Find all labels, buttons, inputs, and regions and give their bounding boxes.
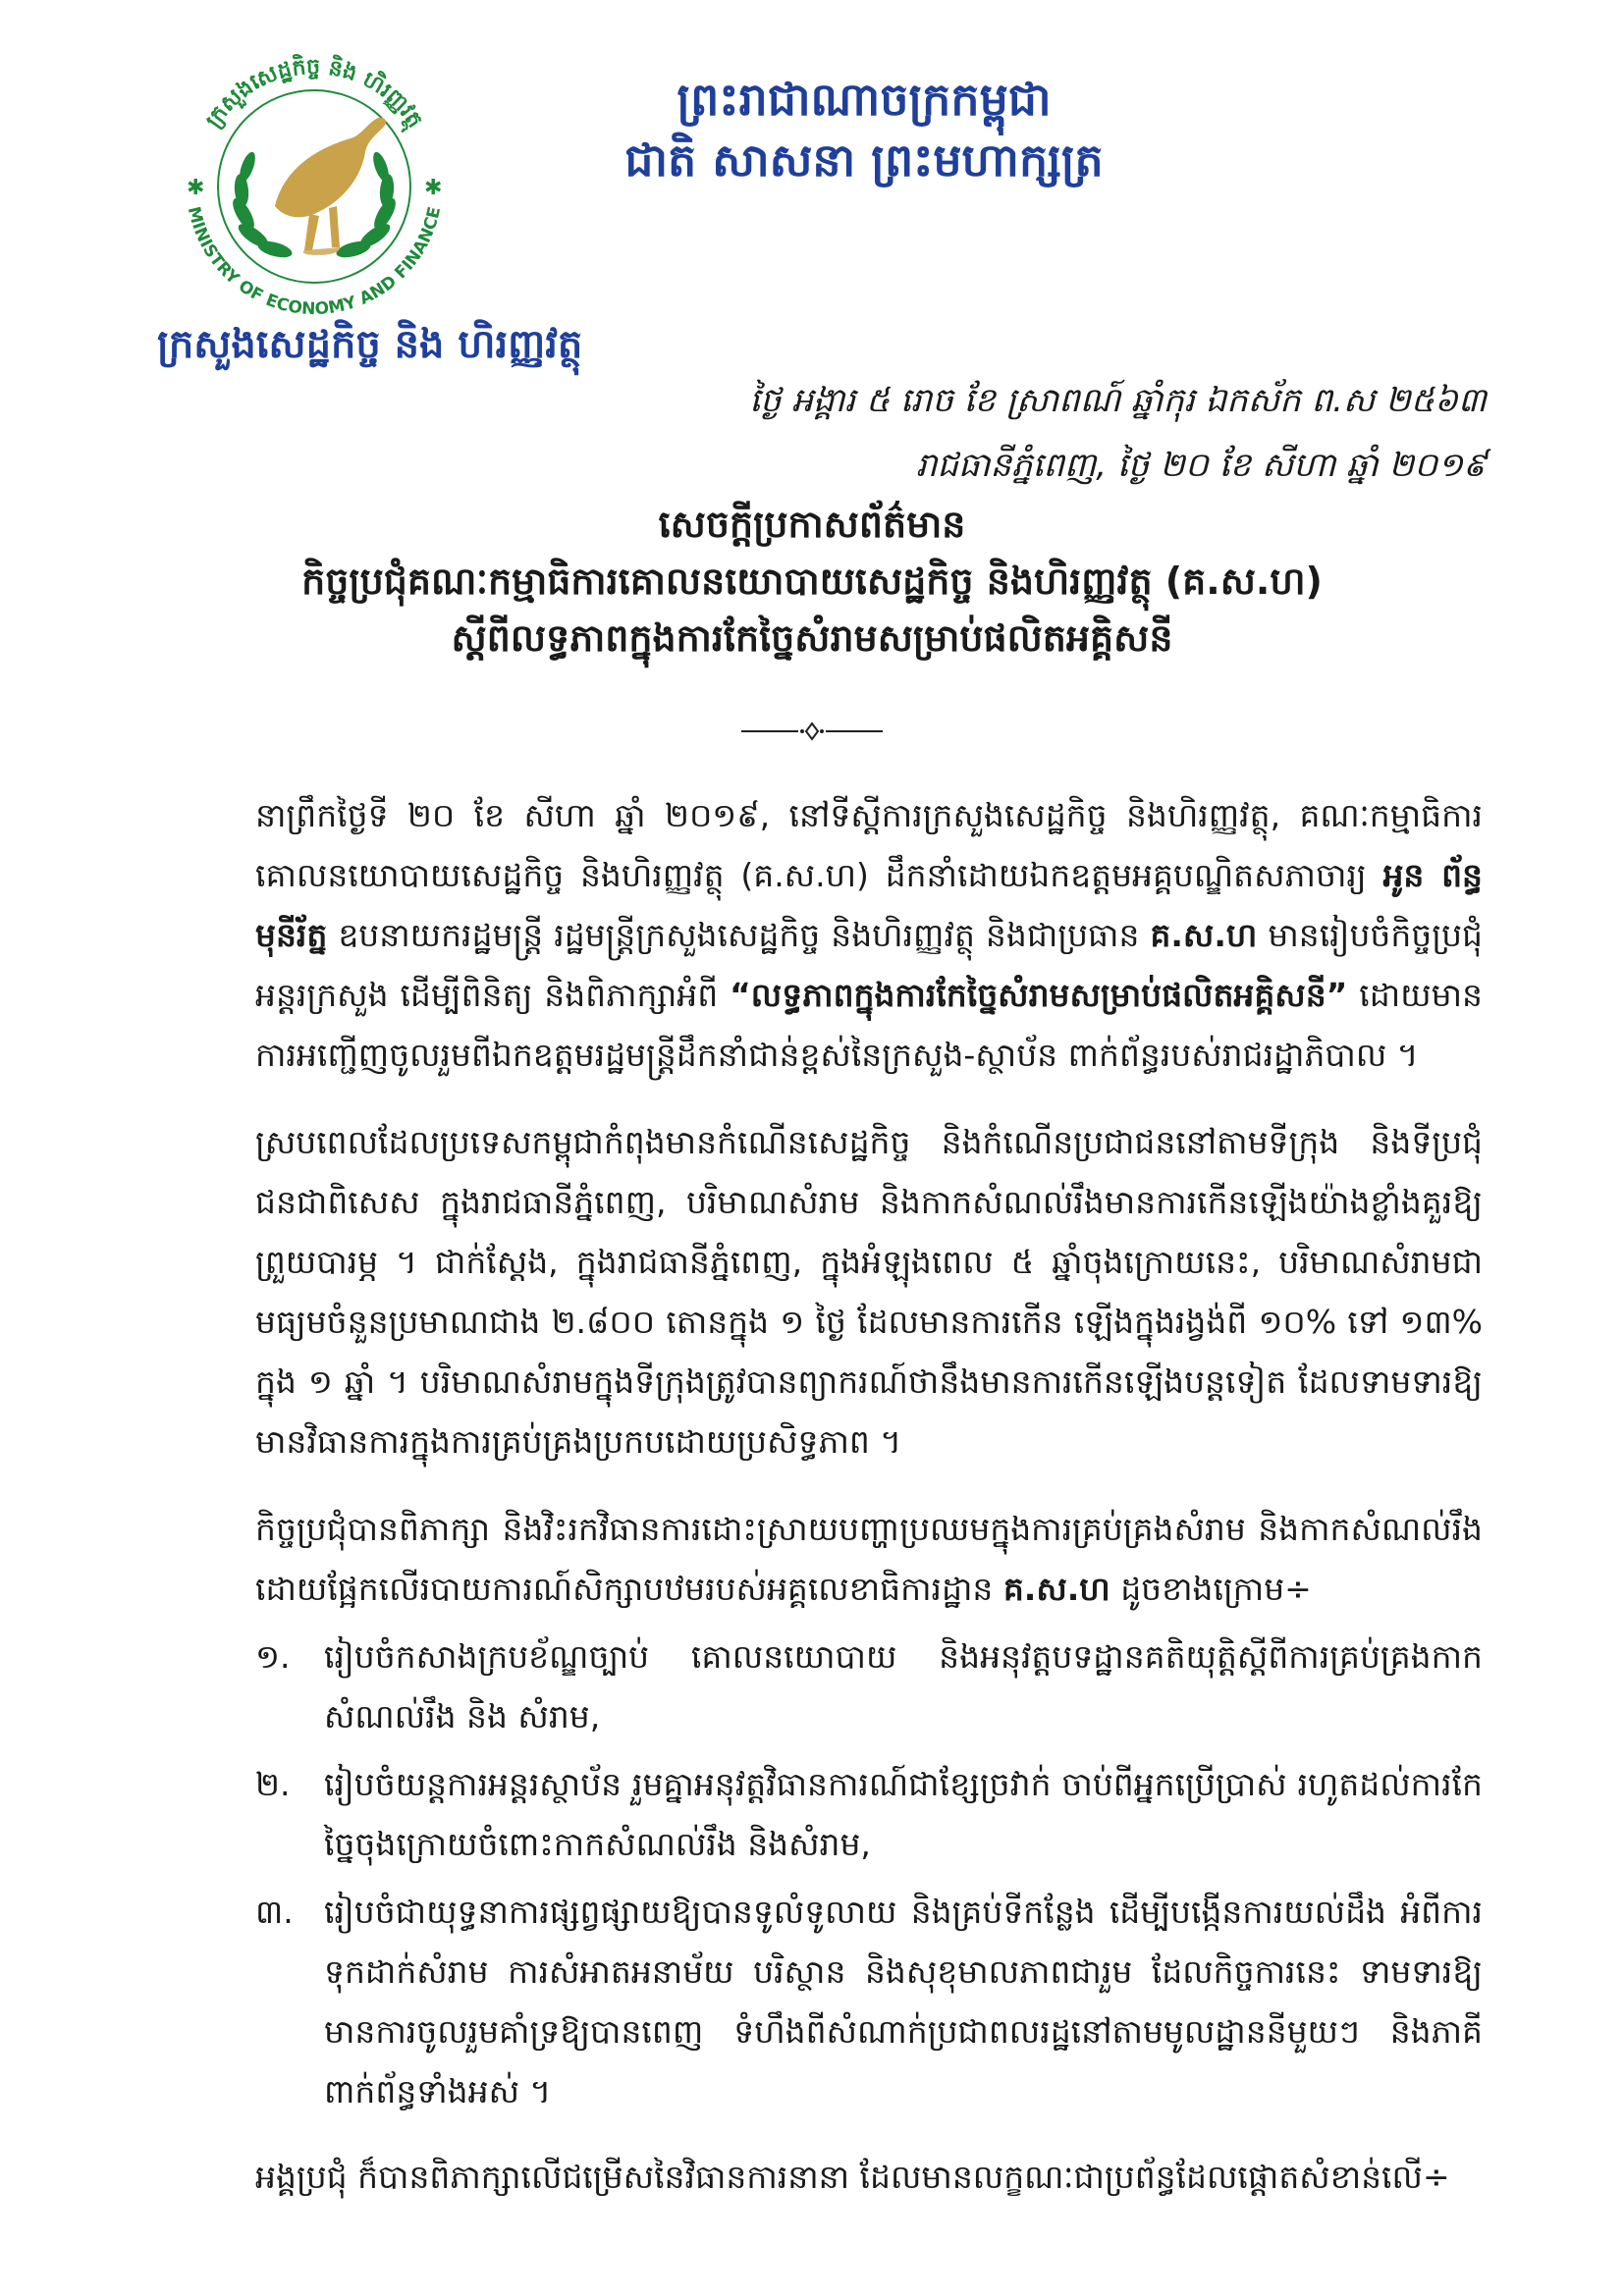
title-line-3: ស្តីពីលទ្ធភាពក្នុងការកែច្នៃសំរាមសម្រាប់ផលិតអគ្គិសនី: [451, 616, 1173, 660]
list-item: ១. រៀបចំកសាងក្របខ័ណ្ឌច្បាប់ គោលនយោបាយ និងអនុវត្តបទដ្ឋានគតិយុត្តិស្តីពីការគ្រប់គ្រងកាកសំណល់រឹង និង សំរាម,: [255, 1637, 1483, 1735]
document-body: [255, 785, 1483, 2234]
svg-text:✱: ✱: [424, 176, 443, 200]
date-block: [603, 368, 1487, 498]
document-title: [147, 496, 1477, 667]
list-item: ២. រៀបចំយន្តការអន្តរស្ថាប័ន រួមគ្នាអនុវត្តវិធានការណ៍ជាខ្សែច្រវាក់ ចាប់ពីអ្នកប្រើប្រាស់ រហូតដល់ការកែច្នៃចុងក្រោយចំពោះកាកសំណល់រឹង និងសំរាម,: [255, 1765, 1483, 1863]
logo-ring-text-top: ក្រសួងសេដ្ឋកិច្ច និង ហិរញ្ញវត្ថុ: [201, 54, 427, 133]
paragraph-2: ស្របពេលដែលប្រទេសកម្ពុជាកំពុងមានកំណើនសេដ្ឋកិច្ច និងកំណើនប្រជាជននៅតាមទីក្រុង និងទីប្រជុំជនជាពិសេស ក្នុងរាជធានីភ្នំពេញ, បរិមាណសំរាម និងកាកសំណល់រឹងមានការកើនឡើងយ៉ាងខ្លាំងគួរឱ្យព្រួយបារម្ភ ។ ជាក់ស្តែង, ក្នុងរាជធានីភ្នំពេញ, ក្នុងអំឡុងពេល ៥ ឆ្នាំចុងក្រោយនេះ, បរិមាណសំរាមជាមធ្យមចំនួនប្រមាណជាង ២.៨០០ តោនក្នុង ១ ថ្ងៃ ដែលមានការកើន ឡើងក្នុងរង្វង់ពី ១០% ទៅ ១៣% ក្នុង ១ ឆ្នាំ ។ បរិមាណសំរាមក្នុងទីក្រុងត្រូវបានព្យាករណ៍ថានឹងមានការកើនឡើងបន្តទៀត ដែលទាមទារឱ្យមានវិធានការក្នុងការគ្រប់គ្រងប្រកបដោយប្រសិទ្ធភាព ។: [255, 1123, 1483, 1461]
meeting-topic: “លទ្ធភាពក្នុងការកែច្នៃសំរាមសម្រាប់ផលិតអគ្គិសនី”: [730, 976, 1348, 1014]
paragraph-3: កិច្ចប្រជុំបានពិភាក្សា និងវិះរកវិធានការដោះស្រាយបញ្ហាប្រឈមក្នុងការគ្រប់គ្រងសំរាម និងកាកសំណល់រឹងដោយផ្អែកលើរបាយការណ៍សិក្សាបឋមរបស់អគ្គលេខាធិការដ្ឋាន គ.ស.ហ ដូចខាងក្រោម÷: [255, 1510, 1483, 1608]
ministry-logo: [157, 39, 471, 324]
paragraph-1: នាព្រឹកថ្ងៃទី ២០ ខែ សីហា ឆ្នាំ ២០១៩, នៅទីស្តីការក្រសួងសេដ្ឋកិច្ច និងហិរញ្ញវត្ថុ, គណៈកម្មាធិការគោលនយោបាយសេដ្ឋកិច្ច និងហិរញ្ញវត្ថុ (គ.ស.ហ) ដឹកនាំដោយឯកឧត្តមអគ្គបណ្ឌិតសភាចារ្យ អូន ព័ន្ធមុនីរ័ត្ន ឧបនាយករដ្ឋមន្ត្រី រដ្ឋមន្ត្រីក្រសួងសេដ្ឋកិច្ច និងហិរញ្ញវត្ថុ និងជាប្រធាន គ.ស.ហ មានរៀបចំកិច្ចប្រជុំអន្តរក្រសួង ដើម្បីពិនិត្យ និងពិភាក្សាអំពី “លទ្ធភាពក្នុងការកែច្នៃសំរាមសម្រាប់ផលិតអគ្គិសនី” ដោយមានការអញ្ជើញចូលរួមពីឯកឧត្តមរដ្ឋមន្ត្រីដឹកនាំជាន់ខ្ពស់នៃក្រសួង-ស្ថាប័ន ពាក់ព័ន្ធរបស់រាជរដ្ឋាភិបាល ។: [255, 796, 1483, 1074]
title-line-1: សេចក្តីប្រកាសព័ត៌មាន: [658, 503, 966, 546]
paragraph-4: អង្គប្រជុំ ក៏បានពិភាក្សាលើជម្រើសនៃវិធានការនានា ដែលមានលក្ខណៈជាប្រព័ន្ធដែលផ្តោតសំខាន់លើ÷: [255, 2158, 1450, 2196]
solar-date: រាជធានីភ្នំពេញ, ថ្ងៃ ២០ ខែ សីហា ឆ្នាំ ២០១៩: [915, 446, 1487, 485]
official-name: អូន ព័ន្ធមុនីរ័ត្ន: [255, 856, 1483, 954]
committee-abbrev: គ.ស.ហ: [1002, 1570, 1110, 1608]
kingdom-title: ព្រះរាជាណាចក្រកម្ពុជា: [677, 73, 1052, 126]
ornament-divider-icon: [741, 721, 883, 741]
title-line-2: កិច្ចប្រជុំគណៈកម្មាធិការគោលនយោបាយសេដ្ឋកិច្ច និងហិរញ្ញវត្ថុ (គ.ស.ហ): [301, 560, 1323, 603]
lunar-date: ថ្ងៃ អង្គារ ៥ រោច ខែ ស្រាពណ៍ ឆ្នាំកុរ ឯកស័ក ព.ស ២៥៦៣: [749, 381, 1487, 420]
measures-list: [255, 1627, 1483, 2121]
ministry-name: ក្រសួងសេដ្ឋកិច្ច និង ហិរញ្ញវត្ថុ: [157, 322, 583, 367]
logo-ring-text-bottom: MINISTRY OF ECONOMY AND FINANCE: [183, 204, 446, 320]
committee-abbrev: គ.ស.ហ: [1150, 916, 1258, 954]
kingdom-motto: ជាតិ សាសនា ព្រះមហាក្សត្រ: [624, 133, 1104, 187]
list-item: ៣. រៀបចំជាយុទ្ធនាការផ្សព្វផ្សាយឱ្យបានទូលំទូលាយ និងគ្រប់ទីកន្លែង ដើម្បីបង្កើនការយល់ដឹង អំពីការទុកដាក់សំរាម ការសំអាតអនាម័យ បរិស្ថាន និងសុខុមាលភាពជារួម ដែលកិច្ចការនេះ ទាមទារឱ្យមានការចូលរួមគាំទ្រឱ្យបានពេញ ទំហឹងពីសំណាក់ប្រជាពលរដ្ឋនៅតាមមូលដ្ឋាននីមួយៗ និងភាគីពាក់ព័ន្ធទាំងអស់ ។: [255, 1893, 1483, 2110]
svg-text:✱: ✱: [187, 176, 205, 200]
kingdom-header: [589, 69, 1139, 190]
